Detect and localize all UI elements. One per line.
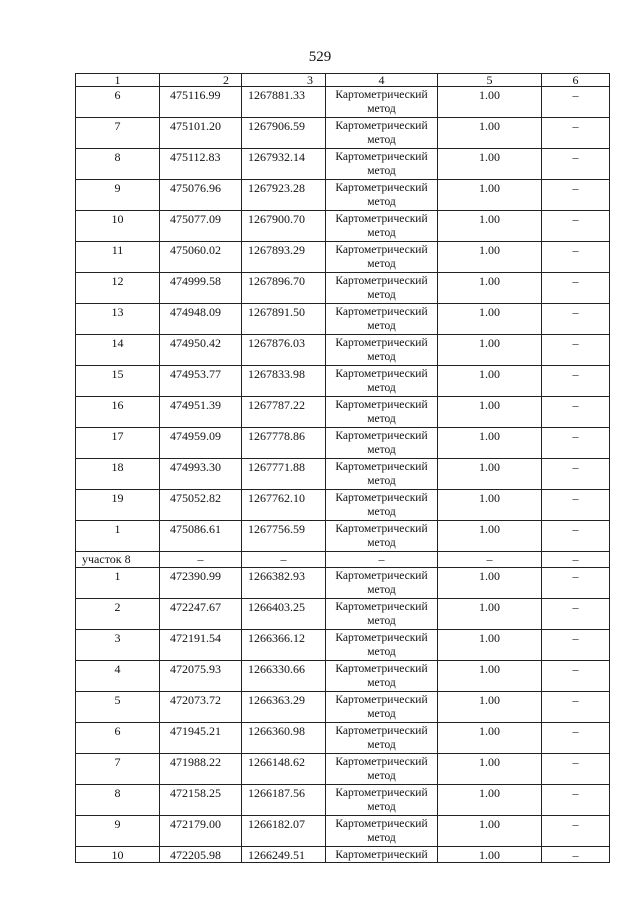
note-dash: – — [542, 118, 610, 149]
point-number: 4 — [76, 661, 160, 692]
method-text-line2: метод — [367, 475, 396, 487]
coordinate-y: 1266366.12 — [242, 630, 326, 661]
table-row — [76, 428, 610, 459]
coordinate-x: 474951.39 — [160, 397, 242, 428]
table-row — [76, 87, 610, 118]
column-header-4: 4 — [326, 74, 438, 87]
method-text-line2: метод — [367, 320, 396, 332]
note-dash: – — [542, 273, 610, 304]
table-row — [76, 211, 610, 242]
section-dash: – — [438, 552, 542, 568]
table-row — [76, 273, 610, 304]
coordinate-y: 1266363.29 — [242, 692, 326, 723]
determination-method — [326, 630, 438, 661]
coordinate-x: 475077.09 — [160, 211, 242, 242]
method-text: Картометрический — [335, 461, 428, 473]
table-row — [76, 723, 610, 754]
table-row — [76, 149, 610, 180]
note-dash: – — [542, 599, 610, 630]
column-header-1: 1 — [76, 74, 160, 87]
coordinate-x: 471988.22 — [160, 754, 242, 785]
table-row — [76, 661, 610, 692]
coordinates-table — [75, 73, 610, 863]
note-dash: – — [542, 397, 610, 428]
coordinate-y: 1267923.28 — [242, 180, 326, 211]
coordinate-y: 1267891.50 — [242, 304, 326, 335]
table-row — [76, 630, 610, 661]
method-text-line2: метод — [367, 196, 396, 208]
coordinate-x: 472390.99 — [160, 568, 242, 599]
coordinate-y: 1267756.59 — [242, 521, 326, 552]
method-text-line2: метод — [367, 134, 396, 146]
method-text-line2: метод — [367, 770, 396, 782]
table-row — [76, 366, 610, 397]
accuracy-value: 1.00 — [438, 335, 542, 366]
determination-method — [326, 149, 438, 180]
note-dash: – — [542, 816, 610, 847]
coordinate-y: 1267771.88 — [242, 459, 326, 490]
accuracy-value: 1.00 — [438, 180, 542, 211]
coordinate-y: 1267833.98 — [242, 366, 326, 397]
method-text: Картометрический — [335, 182, 428, 194]
method-text: Картометрический — [335, 120, 428, 132]
method-text: Картометрический — [335, 601, 428, 613]
table-row — [76, 521, 610, 552]
coordinate-y: 1266249.51 — [242, 847, 326, 863]
method-text-line2: метод — [367, 708, 396, 720]
section-dash: – — [542, 552, 610, 568]
determination-method — [326, 366, 438, 397]
coordinate-x: 475076.96 — [160, 180, 242, 211]
method-text-line2: метод — [367, 103, 396, 115]
accuracy-value: 1.00 — [438, 661, 542, 692]
point-number: 19 — [76, 490, 160, 521]
method-text: Картометрический — [335, 632, 428, 644]
method-text-line2: метод — [367, 258, 396, 270]
coordinate-y: 1266182.07 — [242, 816, 326, 847]
table-row — [76, 180, 610, 211]
point-number: 11 — [76, 242, 160, 273]
point-number: 10 — [76, 211, 160, 242]
method-text-line2: метод — [367, 615, 396, 627]
determination-method — [326, 273, 438, 304]
coordinate-x: 471945.21 — [160, 723, 242, 754]
determination-method — [326, 692, 438, 723]
accuracy-value: 1.00 — [438, 723, 542, 754]
coordinate-x: 475101.20 — [160, 118, 242, 149]
coordinate-x: 475086.61 — [160, 521, 242, 552]
note-dash: – — [542, 521, 610, 552]
note-dash: – — [542, 304, 610, 335]
method-text: Картометрический — [335, 694, 428, 706]
method-text: Картометрический — [335, 818, 428, 830]
determination-method — [326, 242, 438, 273]
accuracy-value: 1.00 — [438, 630, 542, 661]
note-dash: – — [542, 630, 610, 661]
accuracy-value: 1.00 — [438, 568, 542, 599]
table-row — [76, 568, 610, 599]
coordinate-y: 1267787.22 — [242, 397, 326, 428]
method-text: Картометрический — [335, 368, 428, 380]
point-number: 6 — [76, 87, 160, 118]
determination-method — [326, 723, 438, 754]
coordinate-x: 472191.54 — [160, 630, 242, 661]
point-number: 3 — [76, 630, 160, 661]
point-number: 10 — [76, 847, 160, 863]
accuracy-value: 1.00 — [438, 87, 542, 118]
accuracy-value: 1.00 — [438, 599, 542, 630]
accuracy-value: 1.00 — [438, 211, 542, 242]
note-dash: – — [542, 785, 610, 816]
determination-method — [326, 816, 438, 847]
note-dash: – — [542, 87, 610, 118]
section-dash: – — [326, 552, 438, 568]
method-text: Картометрический — [335, 663, 428, 675]
note-dash: – — [542, 692, 610, 723]
method-text-line2: метод — [367, 584, 396, 596]
determination-method — [326, 397, 438, 428]
section-header-row — [76, 552, 610, 568]
accuracy-value: 1.00 — [438, 149, 542, 180]
accuracy-value: 1.00 — [438, 428, 542, 459]
determination-method — [326, 335, 438, 366]
coordinate-y: 1266148.62 — [242, 754, 326, 785]
method-text-line2: метод — [367, 165, 396, 177]
method-text-line2: метод — [367, 413, 396, 425]
determination-method — [326, 490, 438, 521]
accuracy-value: 1.00 — [438, 242, 542, 273]
point-number: 6 — [76, 723, 160, 754]
determination-method — [326, 211, 438, 242]
coordinate-y: 1267932.14 — [242, 149, 326, 180]
section-label: участок 8 — [76, 552, 160, 568]
coordinate-x: 475052.82 — [160, 490, 242, 521]
method-text-line2: метод — [367, 351, 396, 363]
method-text: Картометрический — [335, 756, 428, 768]
determination-method — [326, 428, 438, 459]
determination-method — [326, 785, 438, 816]
method-text-line2: метод — [367, 382, 396, 394]
coordinate-x: 474999.58 — [160, 273, 242, 304]
point-number: 15 — [76, 366, 160, 397]
method-text-line2: метод — [367, 537, 396, 549]
accuracy-value: 1.00 — [438, 366, 542, 397]
table-row — [76, 490, 610, 521]
note-dash: – — [542, 242, 610, 273]
coordinate-x: 474950.42 — [160, 335, 242, 366]
table-row — [76, 754, 610, 785]
coordinate-y: 1267896.70 — [242, 273, 326, 304]
determination-method — [326, 87, 438, 118]
point-number: 1 — [76, 568, 160, 599]
accuracy-value: 1.00 — [438, 273, 542, 304]
note-dash: – — [542, 428, 610, 459]
point-number: 9 — [76, 180, 160, 211]
column-header-row — [76, 74, 610, 87]
point-number: 14 — [76, 335, 160, 366]
method-text: Картометрический — [335, 337, 428, 349]
method-text: Картометрический — [335, 430, 428, 442]
point-number: 9 — [76, 816, 160, 847]
note-dash: – — [542, 661, 610, 692]
coordinate-x: 472179.00 — [160, 816, 242, 847]
coordinate-y: 1267881.33 — [242, 87, 326, 118]
method-text: Картометрический — [335, 523, 428, 535]
point-number: 2 — [76, 599, 160, 630]
table-row — [76, 242, 610, 273]
page-number: 529 — [308, 49, 332, 65]
determination-method — [326, 118, 438, 149]
determination-method — [326, 661, 438, 692]
accuracy-value: 1.00 — [438, 397, 542, 428]
coordinate-y: 1267900.70 — [242, 211, 326, 242]
determination-method — [326, 599, 438, 630]
accuracy-value: 1.00 — [438, 692, 542, 723]
accuracy-value: 1.00 — [438, 459, 542, 490]
table-row — [76, 692, 610, 723]
coordinate-y: 1266360.98 — [242, 723, 326, 754]
determination-method — [326, 304, 438, 335]
coordinate-x: 474959.09 — [160, 428, 242, 459]
point-number: 7 — [76, 754, 160, 785]
table-row — [76, 847, 610, 863]
determination-method — [326, 754, 438, 785]
determination-method — [326, 521, 438, 552]
point-number: 16 — [76, 397, 160, 428]
method-text: Картометрический — [335, 570, 428, 582]
table-row — [76, 335, 610, 366]
accuracy-value: 1.00 — [438, 785, 542, 816]
accuracy-value: 1.00 — [438, 816, 542, 847]
note-dash: – — [542, 366, 610, 397]
note-dash: – — [542, 211, 610, 242]
method-text: Картометрический — [335, 849, 428, 861]
coordinate-x: 472247.67 — [160, 599, 242, 630]
section-dash: – — [160, 552, 242, 568]
method-text: Картометрический — [335, 213, 428, 225]
coordinates-table-body — [76, 74, 610, 863]
table-row — [76, 459, 610, 490]
coordinate-x: 474948.09 — [160, 304, 242, 335]
note-dash: – — [542, 754, 610, 785]
method-text: Картометрический — [335, 787, 428, 799]
coordinate-y: 1266187.56 — [242, 785, 326, 816]
column-header-5: 5 — [438, 74, 542, 87]
table-row — [76, 599, 610, 630]
note-dash: – — [542, 149, 610, 180]
coordinate-x: 475116.99 — [160, 87, 242, 118]
note-dash: – — [542, 568, 610, 599]
column-header-2: 2 — [160, 74, 242, 87]
method-text: Картометрический — [335, 244, 428, 256]
coordinate-y: 1266330.66 — [242, 661, 326, 692]
coordinate-x: 472073.72 — [160, 692, 242, 723]
coordinate-y: 1267893.29 — [242, 242, 326, 273]
coordinate-x: 475112.83 — [160, 149, 242, 180]
note-dash: – — [542, 335, 610, 366]
coordinate-x: 475060.02 — [160, 242, 242, 273]
determination-method — [326, 459, 438, 490]
method-text-line2: метод — [367, 444, 396, 456]
coordinate-x: 472205.98 — [160, 847, 242, 863]
note-dash: – — [542, 180, 610, 211]
method-text-line2: метод — [367, 677, 396, 689]
note-dash: – — [542, 490, 610, 521]
method-text-line2: метод — [367, 506, 396, 518]
coordinate-y: 1266403.25 — [242, 599, 326, 630]
determination-method — [326, 847, 438, 863]
note-dash: – — [542, 723, 610, 754]
note-dash: – — [542, 847, 610, 863]
column-header-6: 6 — [542, 74, 610, 87]
accuracy-value: 1.00 — [438, 754, 542, 785]
determination-method — [326, 180, 438, 211]
section-dash: – — [242, 552, 326, 568]
point-number: 1 — [76, 521, 160, 552]
method-text-line2: метод — [367, 646, 396, 658]
coordinate-y: 1267906.59 — [242, 118, 326, 149]
table-row — [76, 785, 610, 816]
method-text-line2: метод — [367, 832, 396, 844]
method-text: Картометрический — [335, 306, 428, 318]
accuracy-value: 1.00 — [438, 521, 542, 552]
point-number: 8 — [76, 785, 160, 816]
point-number: 8 — [76, 149, 160, 180]
method-text: Картометрический — [335, 89, 428, 101]
column-header-3: 3 — [242, 74, 326, 87]
method-text-line2: метод — [367, 739, 396, 751]
point-number: 12 — [76, 273, 160, 304]
accuracy-value: 1.00 — [438, 490, 542, 521]
point-number: 18 — [76, 459, 160, 490]
point-number: 17 — [76, 428, 160, 459]
determination-method — [326, 568, 438, 599]
coordinate-y: 1267876.03 — [242, 335, 326, 366]
method-text-line2: метод — [367, 289, 396, 301]
accuracy-value: 1.00 — [438, 847, 542, 863]
coordinate-y: 1266382.93 — [242, 568, 326, 599]
note-dash: – — [542, 459, 610, 490]
table-row — [76, 816, 610, 847]
coordinate-x: 472158.25 — [160, 785, 242, 816]
table-row — [76, 304, 610, 335]
method-text-line2: метод — [367, 801, 396, 813]
accuracy-value: 1.00 — [438, 304, 542, 335]
method-text-line2: метод — [367, 227, 396, 239]
coordinate-x: 472075.93 — [160, 661, 242, 692]
coordinate-x: 474993.30 — [160, 459, 242, 490]
point-number: 13 — [76, 304, 160, 335]
method-text: Картометрический — [335, 275, 428, 287]
table-row — [76, 397, 610, 428]
method-text: Картометрический — [335, 151, 428, 163]
point-number: 7 — [76, 118, 160, 149]
method-text: Картометрический — [335, 399, 428, 411]
coordinate-x: 474953.77 — [160, 366, 242, 397]
method-text: Картометрический — [335, 492, 428, 504]
method-text: Картометрический — [335, 725, 428, 737]
accuracy-value: 1.00 — [438, 118, 542, 149]
coordinate-y: 1267762.10 — [242, 490, 326, 521]
coordinate-y: 1267778.86 — [242, 428, 326, 459]
table-row — [76, 118, 610, 149]
point-number: 5 — [76, 692, 160, 723]
